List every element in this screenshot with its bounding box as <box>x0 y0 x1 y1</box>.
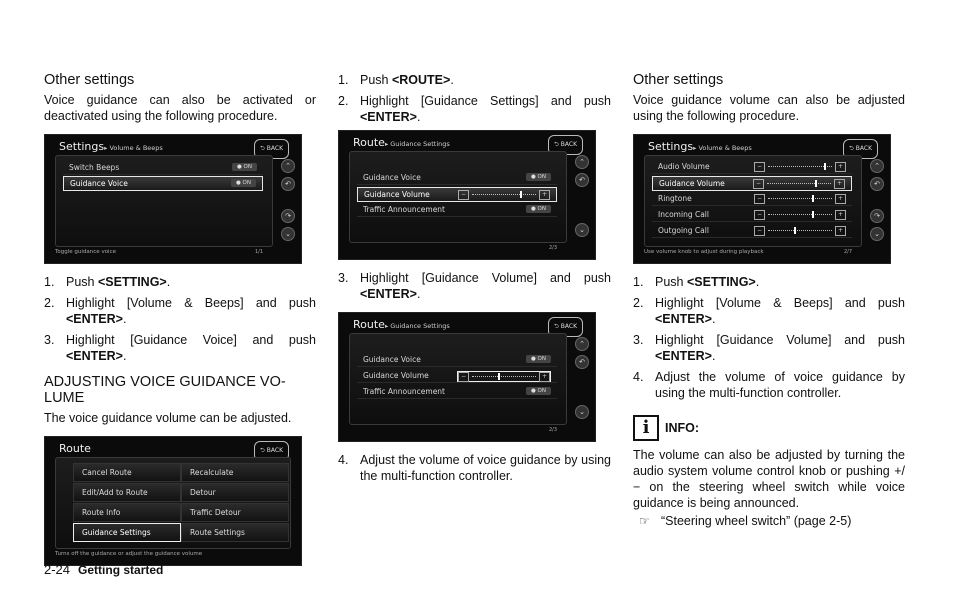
column-left <box>44 72 316 576</box>
back-button: ⮌ BACK <box>254 441 289 461</box>
screen-page: 2/3 <box>548 245 557 251</box>
step-item: 4. Adjust the volume of voice guidance by using the multi-function controller. <box>633 370 905 400</box>
menu-item: Edit/Add to Route <box>73 483 181 502</box>
steps-list <box>338 270 611 302</box>
menu-row: Audio Volume − + <box>652 160 852 174</box>
menu-item: Recalculate <box>181 463 289 482</box>
info-text: The volume can also be adjusted by turning the audio system volume control knob or pushing +/− on the steering wheel switch while voice guidance is being announced. <box>633 448 905 510</box>
cross-reference: ☞ “Steering wheel switch” (page 2-5) <box>639 514 852 528</box>
screen-title: Settings▸ Volume & Beeps <box>648 140 752 153</box>
scroll-up-icon: ⌃ <box>281 159 295 173</box>
intro-text-2: The voice guidance volume can be adjusted. <box>44 411 292 425</box>
forward-arrow-icon: ↷ <box>281 209 295 223</box>
menu-row: Traffic Announcement ● ON <box>357 203 557 217</box>
menu-row: Switch Beeps ● ON <box>63 161 263 175</box>
volume-slider-active: − + <box>457 371 551 382</box>
back-button: ⮌ BACK <box>254 139 289 159</box>
column-middle <box>338 72 611 489</box>
steps-list <box>338 72 611 125</box>
section-heading-adjusting: ADJUSTING VOICE GUIDANCE VO-LUME <box>44 374 286 406</box>
menu-item: Cancel Route <box>73 463 181 482</box>
forward-arrow-icon: ↷ <box>870 209 884 223</box>
back-arrow-icon: ↶ <box>281 177 295 191</box>
menu-row: Traffic Announcement ● ON <box>357 385 557 399</box>
scroll-down-icon: ⌄ <box>575 405 589 419</box>
volume-slider: − + <box>754 194 846 203</box>
step-item: 1. Push <SETTING>. <box>633 275 760 289</box>
scroll-up-icon: ⌃ <box>575 337 589 351</box>
menu-row: Guidance Voice ● ON <box>357 353 557 367</box>
menu-row: Guidance Volume − + <box>357 369 557 383</box>
step-item: 3. Highlight [Guidance Volume] and push <ENTER>. <box>633 333 905 363</box>
screen-page: 2/7 <box>843 249 852 255</box>
screen-hint: Toggle guidance voice <box>55 249 116 255</box>
section-heading-other-settings: Other settings <box>44 72 135 88</box>
scroll-down-icon: ⌄ <box>281 227 295 241</box>
menu-item-selected: Guidance Settings <box>73 523 181 542</box>
steps-list <box>633 274 905 401</box>
menu-row-selected: Guidance Volume − + <box>652 176 852 191</box>
screen-page: 2/3 <box>548 427 557 433</box>
scroll-up-icon: ⌃ <box>575 155 589 169</box>
intro-text: Voice guidance can also be activated or deactivated using the following procedure. <box>44 93 316 123</box>
steps-list <box>338 452 611 484</box>
screenshot-volume-beeps <box>633 134 891 264</box>
section-heading-other-settings: Other settings <box>633 72 724 88</box>
screenshot-route-menu <box>44 436 302 566</box>
menu-item: Detour <box>181 483 289 502</box>
back-arrow-icon: ↶ <box>870 177 884 191</box>
step-item: 1. Push <SETTING>. <box>44 275 171 289</box>
screen-title: Route▸ Guidance Settings <box>353 318 450 331</box>
page-number: 2-24 <box>44 562 71 577</box>
screen-title: Settings▸ Volume & Beeps <box>59 140 163 153</box>
steps-list <box>44 274 316 364</box>
menu-row: Guidance Voice ● ON <box>357 171 557 185</box>
info-label: INFO: <box>665 421 700 435</box>
volume-slider: − + <box>754 162 846 171</box>
back-arrow-icon: ↶ <box>575 173 589 187</box>
screen-hint: Use volume knob to adjust during playback <box>644 249 764 255</box>
scroll-up-icon: ⌃ <box>870 159 884 173</box>
menu-row-selected: Guidance Voice ● ON <box>63 176 263 191</box>
screenshot-guidance-settings-1 <box>338 130 596 260</box>
screen-title: Route▸ Guidance Settings <box>353 136 450 149</box>
screenshot-guidance-settings-2 <box>338 312 596 442</box>
scroll-down-icon: ⌄ <box>575 223 589 237</box>
step-item: 3. Highlight [Guidance Voice] and push <ENTER>. <box>44 333 316 363</box>
menu-item: Traffic Detour <box>181 503 289 522</box>
menu-item: Route Info <box>73 503 181 522</box>
step-item: 2. Highlight [Volume & Beeps] and push <ENTER>. <box>44 296 316 326</box>
volume-slider: − + <box>754 210 846 219</box>
back-arrow-icon: ↶ <box>575 355 589 369</box>
screen-hint: Turns off the guidance or adjust the guidance volume <box>55 551 203 557</box>
section-name: Getting started <box>78 563 164 577</box>
menu-row: Incoming Call − + <box>652 208 852 222</box>
screen-page: 1/1 <box>254 249 263 255</box>
column-right <box>633 72 905 529</box>
back-button: ⮌ BACK <box>548 317 583 337</box>
volume-slider: − + <box>754 226 846 235</box>
volume-slider: − + <box>458 190 550 199</box>
back-button: ⮌ BACK <box>548 135 583 155</box>
info-icon: i <box>633 415 659 441</box>
menu-row-selected: Guidance Volume − + <box>357 187 557 202</box>
menu-row: Outgoing Call − + <box>652 224 852 238</box>
pointing-hand-icon: ☞ <box>639 514 650 528</box>
menu-item: Route Settings <box>181 523 289 542</box>
screen-title: Route <box>59 442 91 455</box>
step-item: 3. Highlight [Guidance Volume] and push <ENTER>. <box>338 271 611 301</box>
volume-slider: − + <box>753 179 845 188</box>
info-heading <box>633 415 905 441</box>
back-button: ⮌ BACK <box>843 139 878 159</box>
step-item: 4. Adjust the volume of voice guidance by using the multi-function controller. <box>338 453 611 483</box>
step-item: 2. Highlight [Volume & Beeps] and push <ENTER>. <box>633 296 905 326</box>
intro-text: Voice guidance volume can also be adjusted using the following procedure. <box>633 93 905 123</box>
screenshot-settings-volume-beeps <box>44 134 302 264</box>
step-item: 2. Highlight [Guidance Settings] and push <ENTER>. <box>338 94 611 124</box>
scroll-down-icon: ⌄ <box>870 227 884 241</box>
page-footer <box>44 562 163 577</box>
step-item: 1. Push <ROUTE>. <box>338 73 454 87</box>
menu-row: Ringtone − + <box>652 192 852 206</box>
